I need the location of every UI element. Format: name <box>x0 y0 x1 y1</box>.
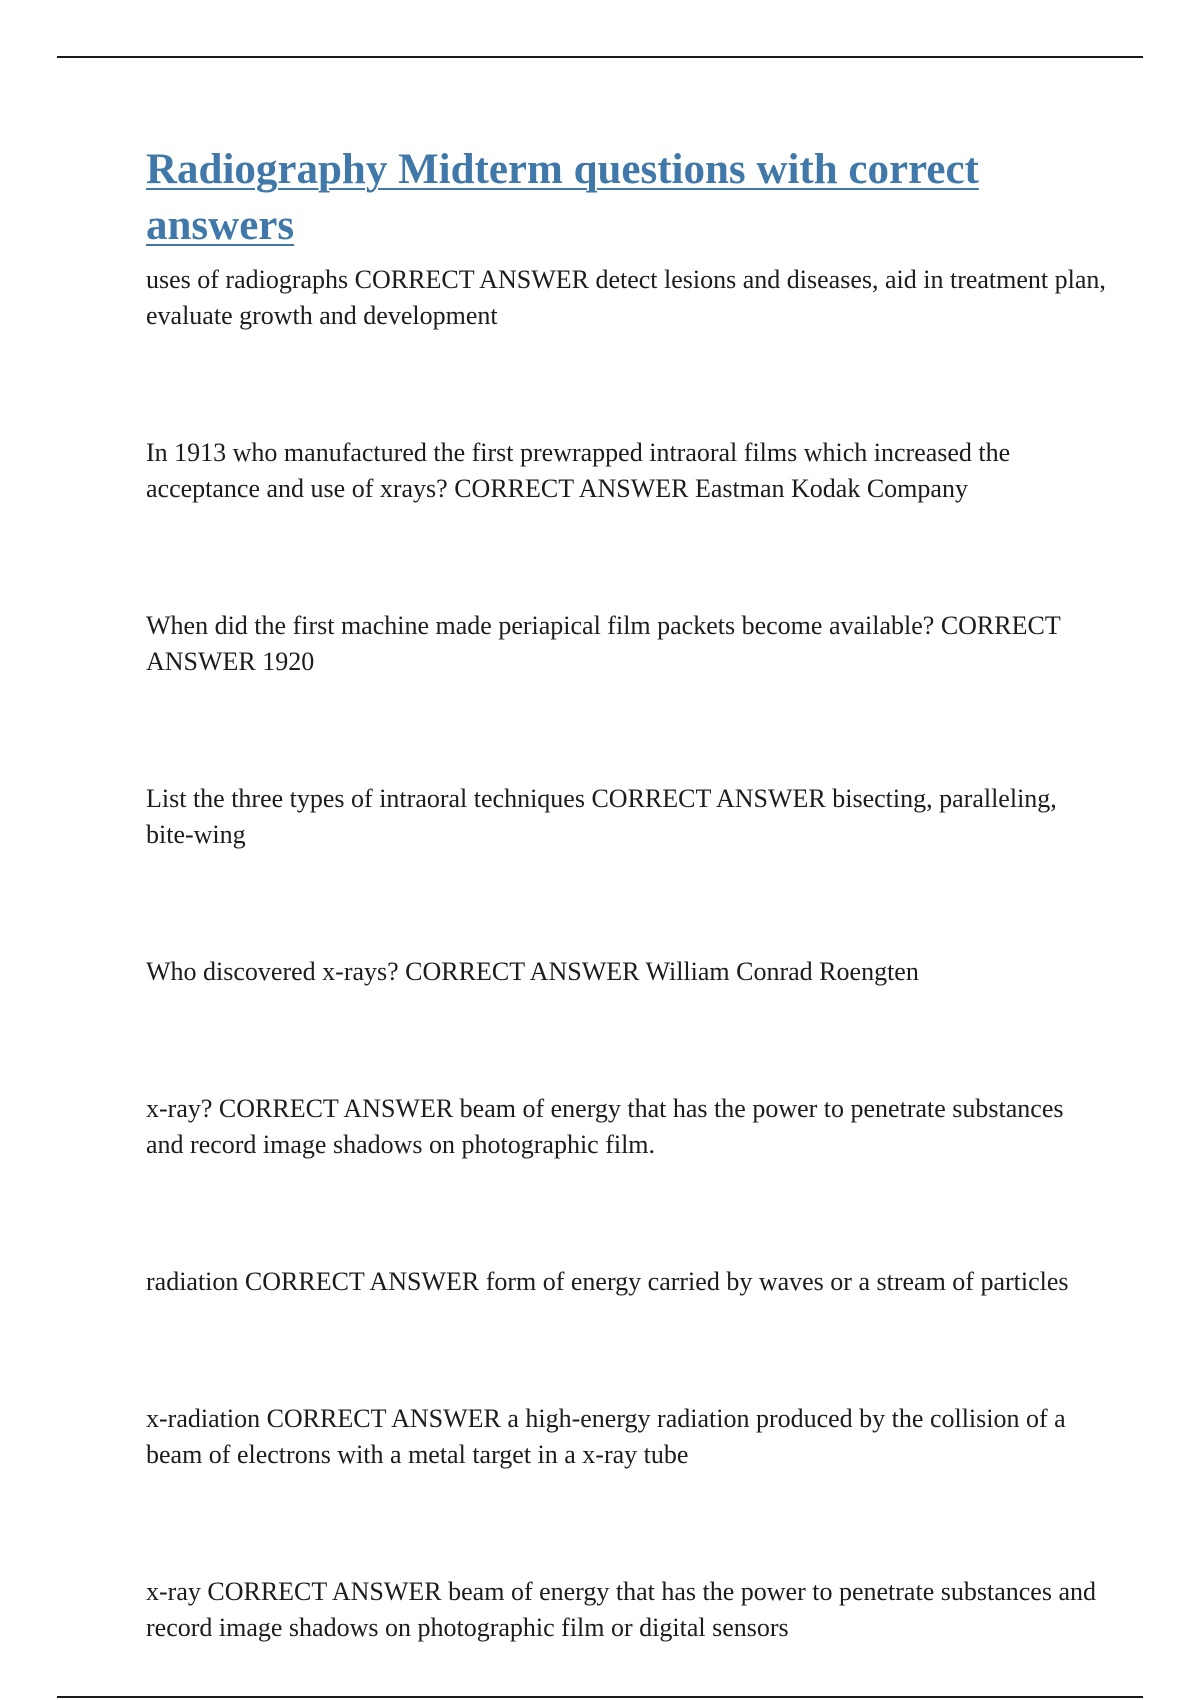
qa-item-radiation: radiation CORRECT ANSWER form of energy carried by waves or a stream of particles <box>146 1267 1069 1296</box>
document-title: Radiography Midterm questions with correct answers <box>146 146 979 249</box>
qa-item-prewrapped-films: In 1913 who manufactured the first prewrapped intraoral films which increased the acceptance and use of xrays? CORRECT ANSWER Eastman Kodak Company <box>146 438 1011 503</box>
qa-item-x-ray-definition: x-ray? CORRECT ANSWER beam of energy that has the power to penetrate substances and record image shadows on photographic film. <box>146 1094 1064 1159</box>
qa-item-x-ray-digital: x-ray CORRECT ANSWER beam of energy that has the power to penetrate substances and record image shadows on photographic film or digital sensors <box>146 1577 1096 1642</box>
footer-rule <box>57 1696 1143 1698</box>
qa-item-radiograph-uses: uses of radiographs CORRECT ANSWER detect lesions and diseases, aid in treatment plan, evaluate growth and development <box>146 265 1106 330</box>
document-body <box>146 142 1106 1646</box>
qa-item-intraoral-techniques: List the three types of intraoral techniques CORRECT ANSWER bisecting, paralleling, bite-wing <box>146 784 1057 849</box>
qa-list <box>146 262 1106 1646</box>
header-rule <box>57 56 1143 58</box>
qa-item-discoverer: Who discovered x-rays? CORRECT ANSWER William Conrad Roengten <box>146 957 919 986</box>
qa-item-x-radiation: x-radiation CORRECT ANSWER a high-energy radiation produced by the collision of a beam of electrons with a metal target in a x-ray tube <box>146 1404 1066 1469</box>
qa-item-periapical-packets: When did the first machine made periapical film packets become available? CORRECT ANSWER 1920 <box>146 611 1061 676</box>
